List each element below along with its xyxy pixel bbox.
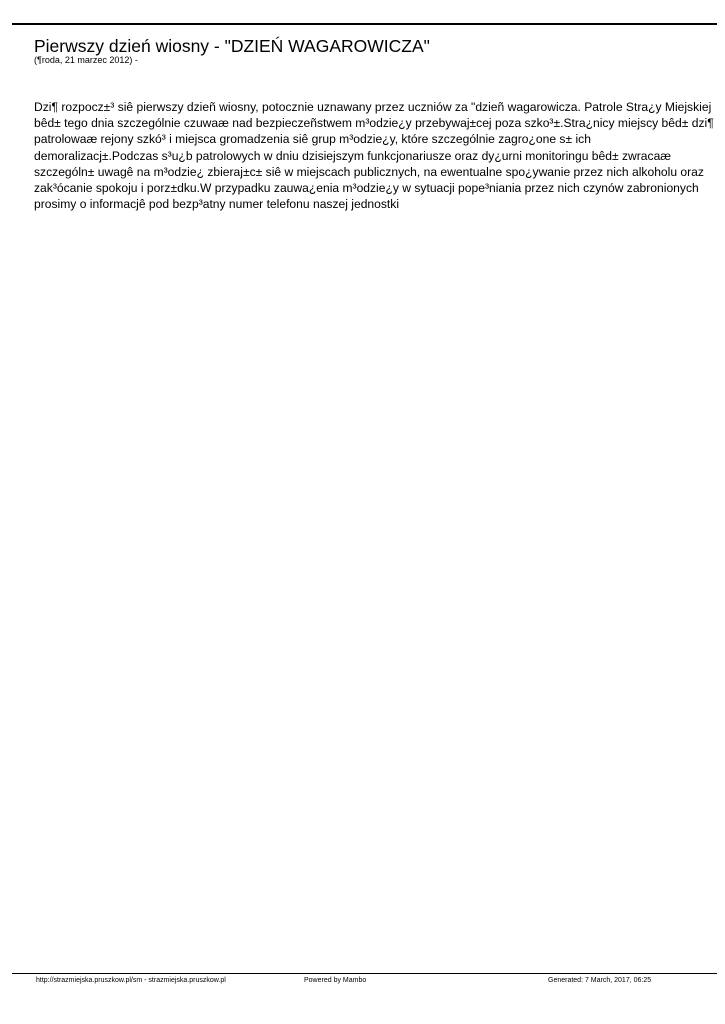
article-date: (¶roda, 21 marzec 2012) - [34,55,138,65]
footer-generated-date: Generated: 7 March, 2017, 06:25 [548,977,652,984]
article-title: Pierwszy dzień wiosny - "DZIEŃ WAGAROWICZA" [34,36,430,56]
footer-url: http://strazmiejska.pruszkow.pl/sm - strazmiejska.pruszkow.pl [36,977,226,984]
article-body: Dzi¶ rozpocz±³ siê pierwszy dzieñ wiosny, potocznie uznawany przez uczniów za "dzieñ wagarowicza. Patrole Stra¿y Miejskiej bêd± tego dnia szczególnie czuwaæ nad bezpieczeñstwem m³odzie¿y przebywaj±cej poza szko³±.Stra¿nicy miejscy bêd± dzi¶ patrolowaæ rejony szkó³ i miejsca gromadzenia siê grup m³odzie¿y, które szczególnie zagro¿one s± ich demoralizacj±.Podczas s³u¿b patrolowych w dniu dzisiejszym funkcjonariusze oraz dy¿urni monitoringu bêd± zwracaæ szczególn± uwagê na m³odzie¿ zbieraj±c± siê w miejscach publicznych, na ewentualne spo¿ywanie przez nich alkoholu oraz zak³ócanie spokoju i porz±dku.W przypadku zauwa¿enia m³odzie¿y w sytuacji pope³niania przez nich czynów zabronionych prosimy o informacjê pod bezp³atny numer telefonu naszej jednostki [34,100,714,212]
footer-powered-by: Powered by Mambo [304,977,367,984]
header-rule [12,23,717,25]
footer-rule [12,973,717,974]
